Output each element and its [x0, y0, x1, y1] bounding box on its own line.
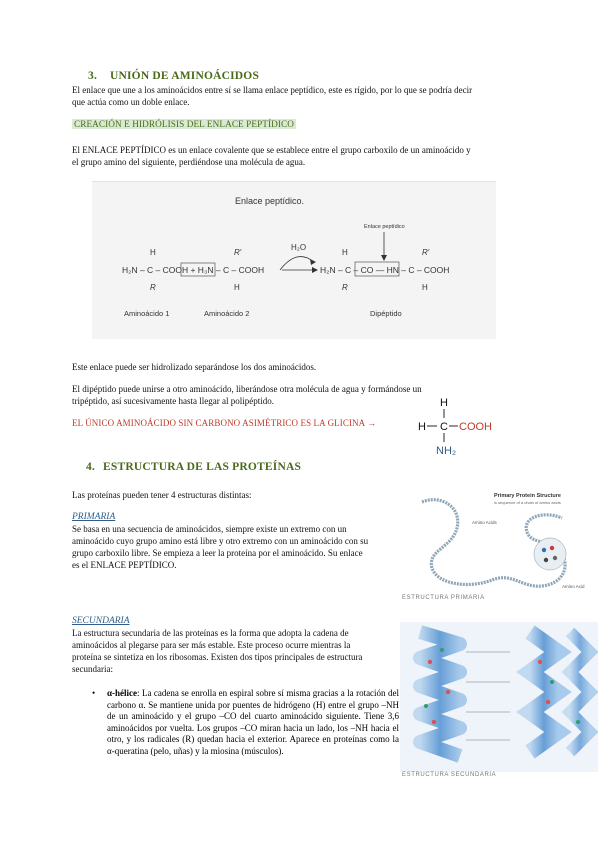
- section-4-intro: Las proteínas pueden tener 4 estructuras distintas:: [72, 490, 252, 500]
- section-4-title: ESTRUCTURA DE LAS PROTEÍNAS: [103, 461, 302, 473]
- peptide-definition-line-2: el grupo amino del siguiente, perdiéndose una molécula de agua.: [72, 157, 306, 167]
- secondary-line-4: secundaria:: [72, 664, 113, 674]
- primary-structure-figure: [402, 488, 598, 604]
- atom-grey: [553, 556, 557, 560]
- primary-line-4: es el ENLACE PEPTÍDICO.: [72, 560, 177, 570]
- section-3-intro-line-1: El enlace que une a los aminoácidos entre sí se llama enlace peptídico, este es rígido, por lo que se podría decir: [72, 85, 473, 95]
- alpha-helix-ribbon: [420, 632, 460, 756]
- primary-figure-subtitle: is sequence of a chain of amino acids: [494, 500, 561, 505]
- alpha-helix-term: α-hélice: [107, 688, 138, 698]
- dipeptide-line-1: El dipéptido puede unirse a otro aminoácido, liberándose otra molécula de agua y formándose un: [72, 384, 422, 394]
- section-3-intro-line-2: que actúa como un doble enlace.: [72, 97, 190, 107]
- glycine-nh2: NH₂: [436, 445, 457, 456]
- water-arrow: [280, 257, 314, 270]
- aa2-label: Aminoácido 2: [204, 309, 250, 318]
- secondary-figure-caption: ESTRUCTURA SECUNDARIA: [402, 772, 497, 778]
- glycine-h-top: H: [440, 397, 448, 409]
- secondary-line-1: La estructura secundaria de las proteínas es la forma que adopta la cadena de: [72, 628, 349, 638]
- water-label: H₂O: [291, 243, 307, 252]
- aa1-r-bottom: R: [150, 283, 156, 292]
- secondary-structure-figure: [400, 622, 598, 782]
- peptide-bond-figure: [92, 181, 496, 339]
- secondary-line-2: aminoácidos al plegarse para ser más estable. Este proceso ocurre mientras la: [72, 640, 351, 650]
- reactants-formula: H₂N – C – COOH + H₃N – C – COOH: [122, 265, 265, 275]
- alpha-helix-paragraph: [107, 688, 399, 757]
- primary-heading: PRIMARIA: [72, 512, 116, 522]
- primary-line-2: aminoácido cuyo grupo amino está libre y otro extremo con un aminoácido con su: [72, 536, 369, 546]
- product-formula: H₂N – C – CO — HN – C – COOH: [320, 265, 450, 275]
- aa2-r-top: R′: [234, 248, 242, 257]
- aa1-h-top: H: [150, 248, 156, 257]
- bullet-symbol: •: [92, 688, 96, 698]
- dip-h-top: H: [342, 248, 348, 257]
- dip-r-bottom: R: [342, 283, 348, 292]
- section-3-heading: [88, 70, 259, 82]
- figure-title: Enlace peptídico.: [235, 196, 305, 206]
- peptide-definition-line-1: El ENLACE PEPTÍDICO es un enlace covalente que se establece entre el grupo carboxilo de un aminoácido y: [72, 145, 471, 155]
- atom-dark: [544, 558, 548, 562]
- secondary-heading: SECUNDARIA: [72, 616, 130, 626]
- aa2-h-bottom: H: [234, 283, 240, 292]
- atom-blue: [542, 548, 546, 552]
- glycine-note: EL ÚNICO AMINOÁCIDO SIN CARBONO ASIMÉTRICO ES LA GLICINA →: [72, 418, 377, 428]
- glycine-cooh: COOH: [459, 421, 492, 433]
- dipeptide-label: Dipéptido: [370, 309, 402, 318]
- primary-label-amino-acid: Amino Acid: [562, 584, 585, 589]
- glycine-h-left: H: [418, 421, 426, 433]
- primary-figure-title: Primary Protein Structure: [494, 493, 561, 499]
- section-3-title: UNIÓN DE AMINOÁCIDOS: [110, 70, 260, 82]
- chain-zoom-circle: [534, 538, 566, 570]
- water-arrow-head: [310, 259, 316, 265]
- alpha-helix-text: : La cadena se enrolla en espiral sobre sí misma gracias a la rotación del carbono α. Se mantiene unida por puentes de hidrógeno (H) entre el grupo –NH de un aminoácido y el grupo –CO del cuarto aminoácido siguiente. Tiene 3,6 aminoácidos por vuelta. Los grupos –CO miran hacia un lado, los –NH hacia el otro, y los radicales (R) quedan hacia el exterior. Aparece en proteínas como la α-queratina (pelo, uñas) y la miosina (músculos).: [107, 688, 399, 756]
- primary-label-amino-acids: Amino Acids: [472, 520, 497, 525]
- glycine-structure: [416, 394, 506, 456]
- secondary-line-3: proteína se sintetiza en los ribosomas. Existen dos tipos principales de estructura: [72, 652, 363, 662]
- section-4-heading: [86, 461, 301, 473]
- bond-arrow-head: [381, 255, 387, 261]
- primary-line-3: grupo carboxilo libre. Se empieza a leer la proteína por el aminoácido. Su enlace: [72, 548, 363, 558]
- atom-red: [550, 546, 554, 550]
- aa1-label: Aminoácido 1: [124, 309, 170, 318]
- glycine-c: C: [440, 421, 448, 433]
- dip-r-top: R′: [422, 248, 430, 257]
- primary-figure-caption: ESTRUCTURA PRIMARIA: [402, 595, 485, 601]
- peptide-bond-subheading: CREACIÓN E HIDRÓLISIS DEL ENLACE PEPTÍDICO: [74, 119, 295, 129]
- section-4-number: 4.: [86, 461, 96, 473]
- dip-h-bottom: H: [422, 283, 428, 292]
- primary-line-1: Se basa en una secuencia de aminoácidos, siempre existe un extremo con un: [72, 524, 347, 534]
- dipeptide-line-2: tripéptido, así sucesivamente hasta llegar al polipéptido.: [72, 396, 274, 406]
- hydrolysis-text: Este enlace puede ser hidrolizado separándose los dos aminoácidos.: [72, 362, 317, 372]
- reaction-arrow-head: [312, 267, 318, 273]
- section-3-number: 3.: [88, 70, 98, 82]
- bond-label: Enlace peptídico: [364, 224, 405, 230]
